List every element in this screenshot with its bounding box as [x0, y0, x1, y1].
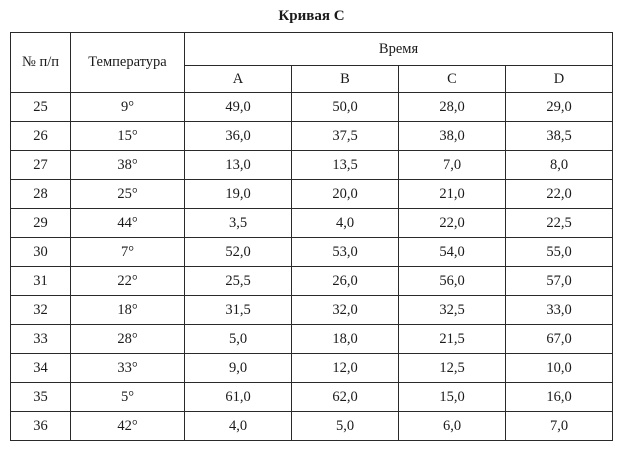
- cell-a: 36,0: [185, 122, 292, 151]
- table-row: [11, 267, 613, 296]
- cell-d: 33,0: [506, 296, 613, 325]
- cell-a: 61,0: [185, 383, 292, 412]
- cell-c: 21,5: [399, 325, 506, 354]
- cell-a: 5,0: [185, 325, 292, 354]
- table-body: [11, 93, 613, 441]
- cell-num: 34: [11, 354, 71, 383]
- cell-a: 3,5: [185, 209, 292, 238]
- cell-num: 25: [11, 93, 71, 122]
- cell-a: 49,0: [185, 93, 292, 122]
- cell-c: 28,0: [399, 93, 506, 122]
- cell-temp: 22°: [71, 267, 185, 296]
- cell-d: 8,0: [506, 151, 613, 180]
- cell-a: 13,0: [185, 151, 292, 180]
- cell-b: 20,0: [292, 180, 399, 209]
- cell-c: 56,0: [399, 267, 506, 296]
- cell-b: 26,0: [292, 267, 399, 296]
- cell-temp: 25°: [71, 180, 185, 209]
- data-table: [10, 32, 613, 441]
- cell-num: 35: [11, 383, 71, 412]
- cell-b: 18,0: [292, 325, 399, 354]
- cell-d: 29,0: [506, 93, 613, 122]
- cell-b: 12,0: [292, 354, 399, 383]
- table-row: [11, 296, 613, 325]
- header-temp: Температура: [71, 33, 185, 93]
- cell-c: 6,0: [399, 412, 506, 441]
- page-title: Кривая С: [278, 8, 345, 24]
- header-num: № п/п: [11, 33, 71, 93]
- cell-c: 32,5: [399, 296, 506, 325]
- header-row-top: [11, 33, 613, 66]
- cell-num: 32: [11, 296, 71, 325]
- cell-b: 32,0: [292, 296, 399, 325]
- cell-a: 31,5: [185, 296, 292, 325]
- cell-c: 38,0: [399, 122, 506, 151]
- header-b: B: [292, 66, 399, 93]
- cell-a: 25,5: [185, 267, 292, 296]
- cell-b: 5,0: [292, 412, 399, 441]
- header-d: D: [506, 66, 613, 93]
- cell-num: 33: [11, 325, 71, 354]
- cell-c: 15,0: [399, 383, 506, 412]
- header-a: A: [185, 66, 292, 93]
- cell-d: 22,0: [506, 180, 613, 209]
- cell-temp: 42°: [71, 412, 185, 441]
- table-row: [11, 325, 613, 354]
- cell-c: 22,0: [399, 209, 506, 238]
- cell-d: 55,0: [506, 238, 613, 267]
- cell-d: 7,0: [506, 412, 613, 441]
- cell-d: 38,5: [506, 122, 613, 151]
- cell-temp: 5°: [71, 383, 185, 412]
- cell-temp: 33°: [71, 354, 185, 383]
- cell-a: 4,0: [185, 412, 292, 441]
- table-header: [11, 33, 613, 93]
- table-row: [11, 209, 613, 238]
- cell-b: 37,5: [292, 122, 399, 151]
- cell-b: 50,0: [292, 93, 399, 122]
- cell-num: 30: [11, 238, 71, 267]
- table-row: [11, 180, 613, 209]
- cell-a: 19,0: [185, 180, 292, 209]
- table-row: [11, 383, 613, 412]
- cell-temp: 15°: [71, 122, 185, 151]
- cell-num: 26: [11, 122, 71, 151]
- cell-d: 10,0: [506, 354, 613, 383]
- cell-num: 31: [11, 267, 71, 296]
- table-row: [11, 354, 613, 383]
- cell-num: 36: [11, 412, 71, 441]
- cell-temp: 9°: [71, 93, 185, 122]
- cell-num: 29: [11, 209, 71, 238]
- cell-c: 7,0: [399, 151, 506, 180]
- cell-temp: 18°: [71, 296, 185, 325]
- cell-d: 57,0: [506, 267, 613, 296]
- header-c: C: [399, 66, 506, 93]
- cell-a: 9,0: [185, 354, 292, 383]
- cell-d: 16,0: [506, 383, 613, 412]
- table-row: [11, 122, 613, 151]
- cell-d: 67,0: [506, 325, 613, 354]
- cell-num: 27: [11, 151, 71, 180]
- table-row: [11, 151, 613, 180]
- header-time: Время: [185, 33, 613, 66]
- cell-b: 13,5: [292, 151, 399, 180]
- cell-b: 62,0: [292, 383, 399, 412]
- table-row: [11, 238, 613, 267]
- cell-temp: 38°: [71, 151, 185, 180]
- cell-temp: 7°: [71, 238, 185, 267]
- cell-temp: 44°: [71, 209, 185, 238]
- cell-a: 52,0: [185, 238, 292, 267]
- cell-d: 22,5: [506, 209, 613, 238]
- cell-b: 53,0: [292, 238, 399, 267]
- cell-c: 54,0: [399, 238, 506, 267]
- cell-b: 4,0: [292, 209, 399, 238]
- cell-c: 21,0: [399, 180, 506, 209]
- table-row: [11, 412, 613, 441]
- cell-temp: 28°: [71, 325, 185, 354]
- cell-c: 12,5: [399, 354, 506, 383]
- table-row: [11, 93, 613, 122]
- cell-num: 28: [11, 180, 71, 209]
